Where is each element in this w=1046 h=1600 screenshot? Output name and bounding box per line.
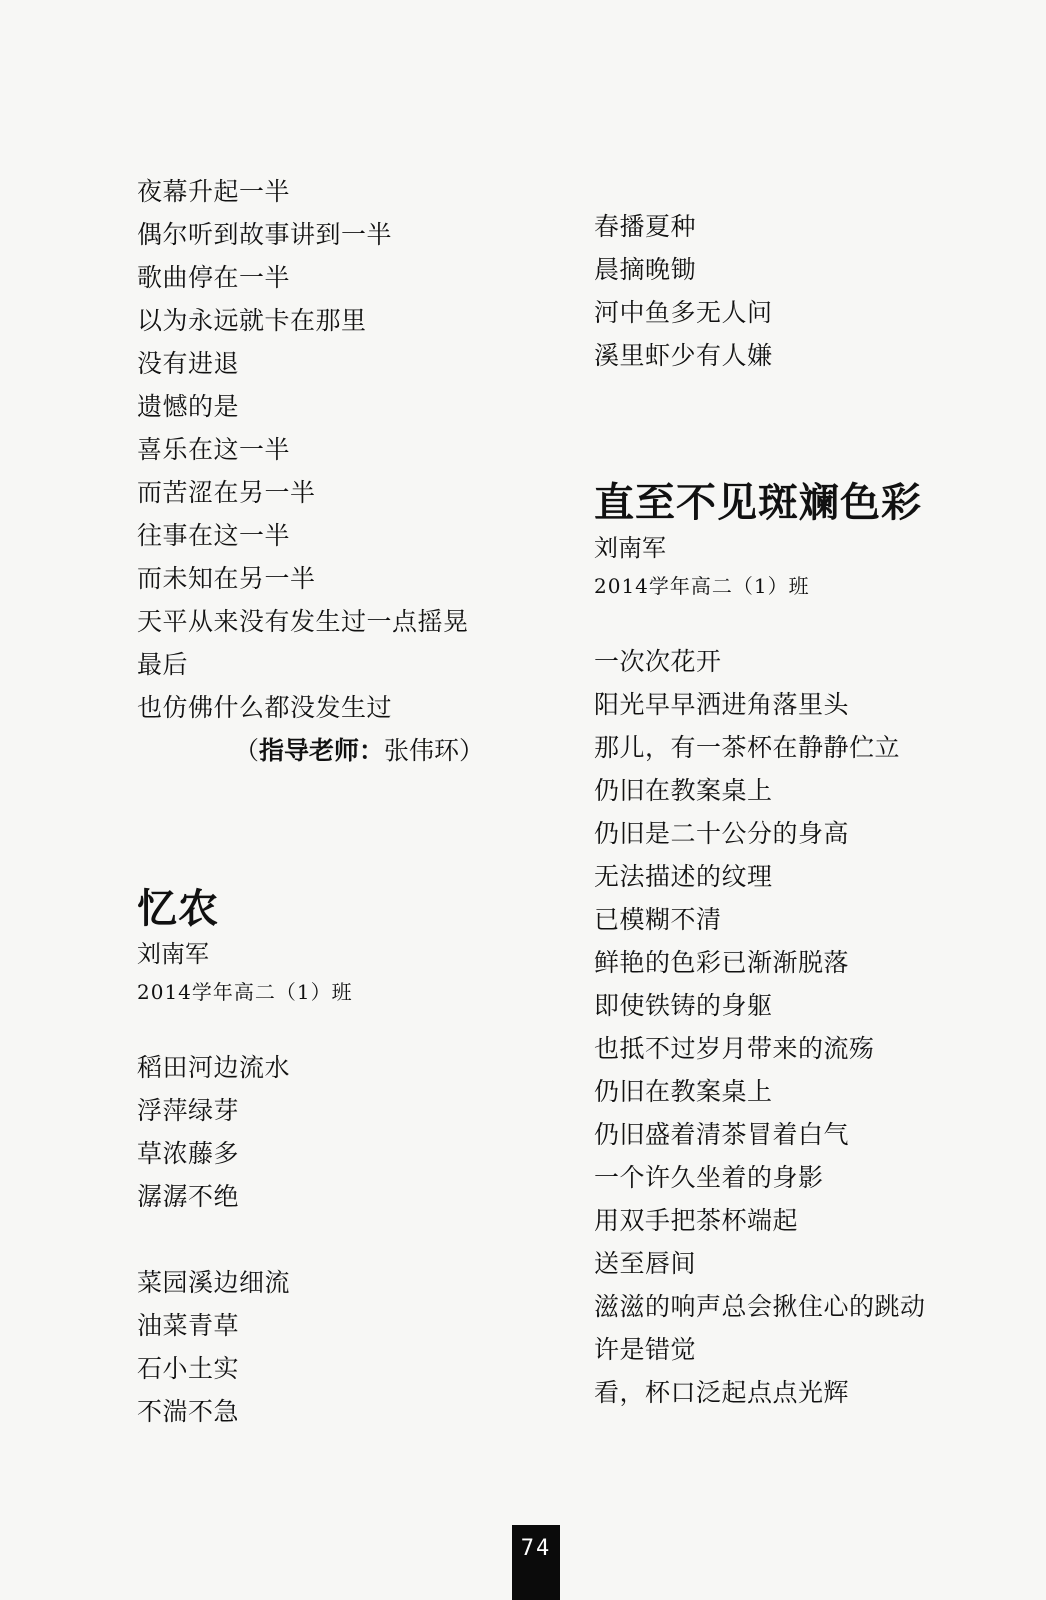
teacher-credit bbox=[137, 729, 537, 772]
poem-class-info: 2014学年高二（1）班 bbox=[594, 574, 810, 598]
poem-line: 天平从来没有发生过一点摇晃 bbox=[137, 607, 469, 636]
poem-line: 喜乐在这一半 bbox=[137, 435, 291, 464]
poem-line: 往事在这一半 bbox=[137, 521, 291, 550]
poem-line: 偶尔听到故事讲到一半 bbox=[137, 220, 393, 249]
poem-line: 许是错觉 bbox=[594, 1335, 697, 1364]
poem-line: 油菜青草 bbox=[137, 1311, 240, 1340]
poem-line: 仍旧盛着清茶冒着白气 bbox=[594, 1120, 850, 1149]
poem-line: 稻田河边流水 bbox=[137, 1053, 291, 1082]
poem-yinong bbox=[137, 884, 537, 1433]
poem-line: 春播夏种 bbox=[594, 212, 697, 241]
poem-line: 阳光早早洒进角落里头 bbox=[594, 690, 850, 719]
poem-line: 潺潺不绝 bbox=[137, 1182, 240, 1211]
poem-title: 忆农 bbox=[137, 886, 219, 932]
poem-line: 菜园溪边细流 bbox=[137, 1268, 291, 1297]
poem-line: 看，杯口泛起点点光辉 bbox=[594, 1378, 850, 1407]
poem-line: 滋滋的响声总会揪住心的跳动 bbox=[594, 1292, 926, 1321]
page-number: 74 bbox=[512, 1525, 560, 1600]
poem-line: 石小土实 bbox=[137, 1354, 240, 1383]
teacher-label: 指导老师： bbox=[259, 736, 385, 765]
poem-yinong-continued bbox=[594, 205, 1034, 377]
right-column bbox=[594, 205, 1034, 1414]
poem-line: 而未知在另一半 bbox=[137, 564, 316, 593]
poem-continued bbox=[137, 170, 537, 772]
poem-line: 以为永远就卡在那里 bbox=[137, 306, 367, 335]
poem-line: 晨摘晚锄 bbox=[594, 255, 697, 284]
poem-line: 仍旧在教案桌上 bbox=[594, 776, 773, 805]
poem-line: 即使铁铸的身躯 bbox=[594, 991, 773, 1020]
poem-title: 直至不见斑斓色彩 bbox=[594, 480, 922, 526]
teacher-open-paren: （ bbox=[234, 736, 260, 765]
poem-line: 那儿，有一茶杯在静静伫立 bbox=[594, 733, 901, 762]
teacher-name: 张伟环 bbox=[384, 736, 460, 765]
poem-author: 刘南军 bbox=[137, 940, 209, 968]
poem-line: 浮萍绿芽 bbox=[137, 1096, 240, 1125]
poem-line: 不湍不急 bbox=[137, 1397, 240, 1426]
poem-line: 一个许久坐着的身影 bbox=[594, 1163, 824, 1192]
poem-line: 而苦涩在另一半 bbox=[137, 478, 316, 507]
poem-line: 用双手把茶杯端起 bbox=[594, 1206, 799, 1235]
poem-line: 歌曲停在一半 bbox=[137, 263, 291, 292]
poem-banlan bbox=[594, 478, 1034, 1414]
left-column bbox=[137, 170, 537, 1433]
teacher-close-paren: ） bbox=[459, 736, 485, 765]
poem-line: 没有进退 bbox=[137, 349, 240, 378]
poem-line: 河中鱼多无人问 bbox=[594, 298, 773, 327]
stanza-gap bbox=[137, 1218, 537, 1261]
poem-line: 仍旧是二十公分的身高 bbox=[594, 819, 850, 848]
poem-line: 溪里虾少有人嫌 bbox=[594, 341, 773, 370]
poem-line: 仍旧在教案桌上 bbox=[594, 1077, 773, 1106]
poem-line: 草浓藤多 bbox=[137, 1139, 240, 1168]
poem-line: 鲜艳的色彩已渐渐脱落 bbox=[594, 948, 850, 977]
poem-line: 最后 bbox=[137, 650, 189, 679]
poem-line: 无法描述的纹理 bbox=[594, 862, 773, 891]
poem-line: 也仿佛什么都没发生过 bbox=[137, 693, 393, 722]
poem-line: 遗憾的是 bbox=[137, 392, 240, 421]
poem-author: 刘南军 bbox=[594, 534, 666, 562]
poem-line: 也抵不过岁月带来的流殇 bbox=[594, 1034, 875, 1063]
poem-line: 夜幕升起一半 bbox=[137, 177, 291, 206]
poem-line: 一次次花开 bbox=[594, 647, 722, 676]
poem-line: 已模糊不清 bbox=[594, 905, 722, 934]
poem-line: 送至唇间 bbox=[594, 1249, 697, 1278]
poem-class-info: 2014学年高二（1）班 bbox=[137, 980, 353, 1004]
